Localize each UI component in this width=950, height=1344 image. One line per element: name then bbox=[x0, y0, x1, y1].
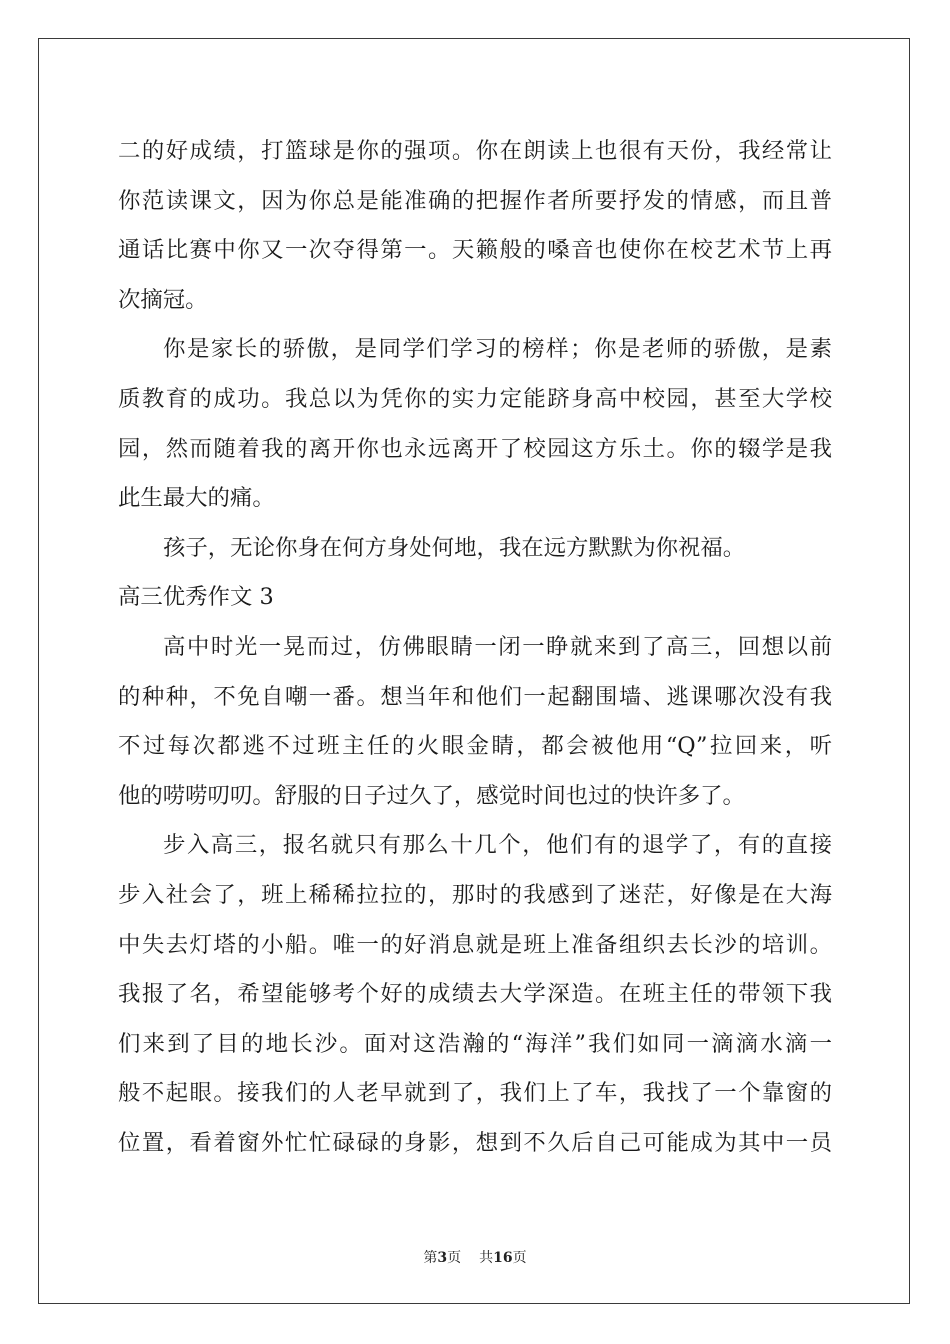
text-line: 质教育的成功。我总以为凭你的实力定能跻身高中校园，甚至大学校 bbox=[118, 385, 832, 412]
text-line: 中失去灯塔的小船。唯一的好消息就是班上准备组织去长沙的培训。 bbox=[118, 931, 832, 958]
total-prefix: 共 bbox=[479, 1250, 494, 1266]
text-line: 们来到了目的地长沙。面对这浩瀚的“海洋”我们如同一滴滴水滴一 bbox=[118, 1030, 832, 1057]
total-pages: 16 bbox=[493, 1250, 513, 1266]
page-suffix: 页 bbox=[447, 1250, 462, 1266]
paragraph-continuation bbox=[118, 127, 832, 325]
text-line: 你范读课文，因为你总是能准确的把握作者所要抒发的情感，而且普 bbox=[118, 187, 832, 214]
text-line: 他的唠唠叨叨。舒服的日子过久了，感觉时间也过的快许多了。 bbox=[118, 782, 745, 809]
paragraph bbox=[118, 325, 832, 523]
text-line: 位置，看着窗外忙忙碌碌的身影，想到不久后自己可能成为其中一员 bbox=[118, 1129, 832, 1156]
paragraph bbox=[118, 821, 832, 1168]
text-line: 此生最大的痛。 bbox=[118, 485, 275, 512]
total-suffix: 页 bbox=[512, 1250, 527, 1266]
text-line: 的种种，不免自嘲一番。想当年和他们一起翻围墙、逃课哪次没有我 bbox=[118, 683, 832, 710]
text-line: 般不起眼。接我们的人老早就到了，我们上了车，我找了一个靠窗的 bbox=[118, 1080, 832, 1107]
page-number: 3 bbox=[437, 1250, 448, 1266]
text-line: 孩子，无论你身在何方身处何地，我在远方默默为你祝福。 bbox=[163, 534, 746, 561]
page-footer bbox=[0, 1247, 950, 1267]
text-line: 步入社会了，班上稀稀拉拉的，那时的我感到了迷茫，好像是在大海 bbox=[118, 881, 832, 908]
text-line: 次摘冠。 bbox=[118, 286, 208, 313]
text-line: 不过每次都逃不过班主任的火眼金睛，都会被他用“Q”拉回来，听 bbox=[118, 733, 832, 760]
text-line: 步入高三，报名就只有那么十几个，他们有的退学了，有的直接 bbox=[163, 832, 832, 859]
text-line: 你是家长的骄傲，是同学们学习的榜样；你是老师的骄傲，是素 bbox=[163, 336, 832, 363]
page-prefix: 第 bbox=[423, 1250, 438, 1266]
text-line: 二的好成绩，打篮球是你的强项。你在朗读上也很有天份，我经常让 bbox=[118, 138, 832, 164]
text-line: 高中时光一晃而过，仿佛眼睛一闭一睁就来到了高三，回想以前 bbox=[163, 633, 832, 660]
paragraph bbox=[118, 524, 832, 574]
paragraph bbox=[118, 623, 832, 821]
section-heading: 高三优秀作文 3 bbox=[118, 584, 274, 611]
document-body bbox=[118, 127, 832, 1168]
text-line: 我报了名，希望能够考个好的成绩去大学深造。在班主任的带领下我 bbox=[118, 981, 832, 1008]
text-line: 园，然而随着我的离开你也永远离开了校园这方乐土。你的辍学是我 bbox=[118, 435, 832, 462]
text-line: 通话比赛中你又一次夺得第一。天籁般的嗓音也使你在校艺术节上再 bbox=[118, 237, 832, 264]
